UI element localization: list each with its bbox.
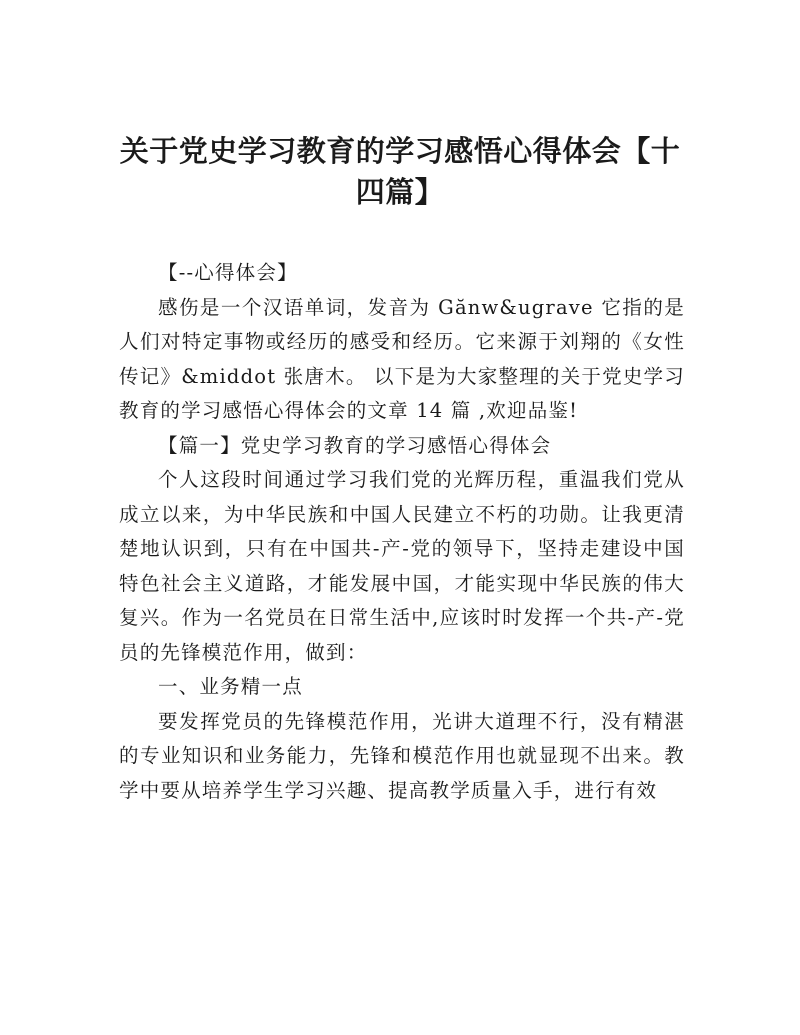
body-paragraph: 个人这段时间通过学习我们党的光辉历程，重温我们党从成立以来，为中华民族和中国人民建立不朽的功勋。让我更清楚地认识到，只有在中国共-产-党的领导下，坚持走建设中国特色社会主义道路，才能发展中国，才能实现中华民族的伟大复兴。作为一名党员在日常生活中,应该时时发挥一个共-产-党员的先锋模范作用，做到：: [119, 468, 685, 664]
body-paragraph: 要发挥党员的先锋模范作用，光讲大道理不行，没有精湛的专业知识和业务能力，先锋和模范作用也就显现不出来。教学中要从培养学生学习兴趣、提高教学质量入手，进行有效: [119, 709, 685, 802]
intro-tag-paragraph: 【--心得体会】: [158, 261, 298, 284]
document-body: [119, 256, 685, 808]
intro-paragraph: 感伤是一个汉语单词，发音为 Gănw&ugrave 它指的是人们对特定事物或经历的感受和经历。它来源于刘翔的《女性传记》&middot 张唐木。 以下是为大家整理的关于党史学习教育的学习感悟心得体会的文章 14 篇 ,欢迎品鉴!: [119, 295, 685, 422]
subheading-paragraph: 一、业务精一点: [158, 675, 303, 698]
section-heading-paragraph: 【篇一】党史学习教育的学习感悟心得体会: [158, 433, 552, 457]
document-title: 关于党史学习教育的学习感悟心得体会【十四篇】: [119, 134, 681, 209]
